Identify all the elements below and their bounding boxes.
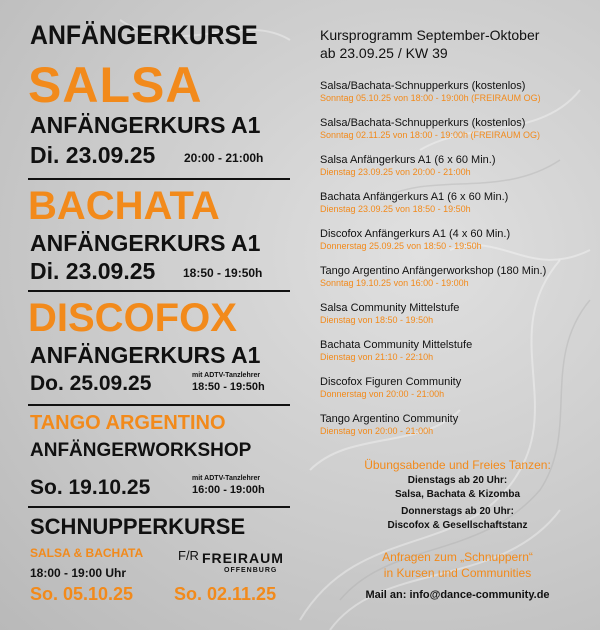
- program-item-schedule: Dienstag 23.09.25 von 20:00 - 21:00h: [320, 167, 471, 177]
- header-anfaengerkurse: ANFÄNGERKURSE: [30, 20, 258, 50]
- freiraum-logo-city: OFFENBURG: [224, 567, 278, 574]
- program-item: [320, 154, 595, 178]
- program-item: [320, 265, 595, 289]
- program-item-schedule: Dienstag von 18:50 - 19:50h: [320, 315, 434, 325]
- program-item-schedule: Dienstag 23.09.25 von 18:50 - 19:50h: [320, 204, 471, 214]
- salsa-title: SALSA: [28, 57, 203, 113]
- discofox-date: Do. 25.09.25: [30, 372, 152, 395]
- freiraum-logo-name: FREIRAUM: [202, 550, 284, 566]
- program-item-title: Tango Argentino Community: [320, 413, 459, 425]
- uebung-line-1: Dienstags ab 20 Uhr:: [407, 475, 508, 486]
- uebung-line-2: Salsa, Bachata & Kizomba: [394, 489, 521, 500]
- program-item-schedule: Sonntag 05.10.25 von 18:00 - 19:00h (FREIRAUM OG): [320, 93, 541, 103]
- program-item-title: Tango Argentino Anfängerworkshop (180 Min.): [320, 265, 547, 277]
- discofox-time: 18:50 - 19:50h: [192, 381, 265, 393]
- program-item-title: Salsa/Bachata-Schnupperkurs (kostenlos): [320, 80, 526, 92]
- program-item: [320, 302, 595, 326]
- program-item-schedule: Donnerstag von 20:00 - 21:00h: [320, 389, 445, 399]
- tango-note: mit ADTV-Tanzlehrer: [192, 475, 261, 482]
- mail-link[interactable]: Mail an: info@dance-community.de: [365, 589, 550, 601]
- program-item: [320, 376, 595, 400]
- freiraum-logo: [178, 544, 200, 574]
- program-item-schedule: Dienstag von 20:00 - 21:00h: [320, 426, 434, 436]
- anfragen-line-2: in Kursen und Communities: [383, 566, 532, 580]
- bachata-time: 18:50 - 19:50h: [183, 266, 263, 280]
- salsa-date: Di. 23.09.25: [30, 142, 156, 168]
- discofox-course: ANFÄNGERKURS A1: [30, 342, 261, 368]
- program-item-title: Bachata Anfängerkurs A1 (6 x 60 Min.): [320, 191, 509, 203]
- program-item-schedule: Dienstag von 21:10 - 22:10h: [320, 352, 434, 362]
- tango-date: So. 19.10.25: [30, 476, 151, 499]
- program-item: [320, 117, 595, 141]
- program-item-title: Discofox Anfängerkurs A1 (4 x 60 Min.): [320, 228, 511, 240]
- program-item-schedule: Donnerstag 25.09.25 von 18:50 - 19:50h: [320, 241, 482, 251]
- freiraum-logo-mark: F/R: [178, 548, 199, 563]
- schnupper-time: 18:00 - 19:00 Uhr: [30, 566, 127, 580]
- bachata-date: Di. 23.09.25: [30, 258, 156, 284]
- program-item: [320, 191, 595, 215]
- uebung-line-4: Discofox & Gesellschaftstanz: [387, 520, 528, 531]
- program-item-title: Discofox Figuren Community: [320, 376, 462, 388]
- program-item-title: Bachata Community Mittelstufe: [320, 339, 473, 351]
- divider: [28, 178, 290, 180]
- divider: [28, 404, 290, 406]
- salsa-course: ANFÄNGERKURS A1: [30, 112, 261, 138]
- uebung-title: Übungsabende und Freies Tanzen:: [364, 458, 551, 472]
- divider: [28, 290, 290, 292]
- schnupper-title: SCHNUPPERKURSE: [30, 514, 246, 539]
- uebung-line-3: Donnerstags ab 20 Uhr:: [401, 506, 514, 517]
- schnupper-styles: SALSA & BACHATA: [30, 546, 144, 560]
- anfragen-line-1: Anfragen zum „Schnuppern“: [382, 550, 533, 564]
- discofox-note: mit ADTV-Tanzlehrer: [192, 372, 261, 379]
- program-item-schedule: Sonntag 02.11.25 von 18:00 - 19:00h (FREIRAUM OG): [320, 130, 540, 140]
- tango-course: ANFÄNGERWORKSHOP: [30, 440, 252, 461]
- discofox-title: DISCOFOX: [28, 296, 237, 340]
- program-subtitle: ab 23.09.25 / KW 39: [320, 45, 448, 61]
- program-item: [320, 228, 595, 252]
- program-item: [320, 413, 595, 437]
- program-title: Kursprogramm September-Oktober: [320, 27, 540, 43]
- program-item-title: Salsa Community Mittelstufe: [320, 302, 460, 314]
- schnupper-date-1: So. 05.10.25: [30, 584, 134, 604]
- divider: [28, 506, 290, 508]
- tango-time: 16:00 - 19:00h: [192, 484, 265, 496]
- program-item: [320, 339, 595, 363]
- program-item-title: Salsa Anfängerkurs A1 (6 x 60 Min.): [320, 154, 496, 166]
- tango-title: TANGO ARGENTINO: [30, 412, 226, 434]
- program-item: [320, 80, 595, 104]
- salsa-time: 20:00 - 21:00h: [184, 151, 264, 165]
- bachata-course: ANFÄNGERKURS A1: [30, 230, 261, 256]
- program-item-schedule: Sonntag 19.10.25 von 16:00 - 19:00h: [320, 278, 469, 288]
- schnupper-date-2: So. 02.11.25: [174, 584, 277, 604]
- bachata-title: BACHATA: [28, 184, 220, 228]
- program-item-title: Salsa/Bachata-Schnupperkurs (kostenlos): [320, 117, 526, 129]
